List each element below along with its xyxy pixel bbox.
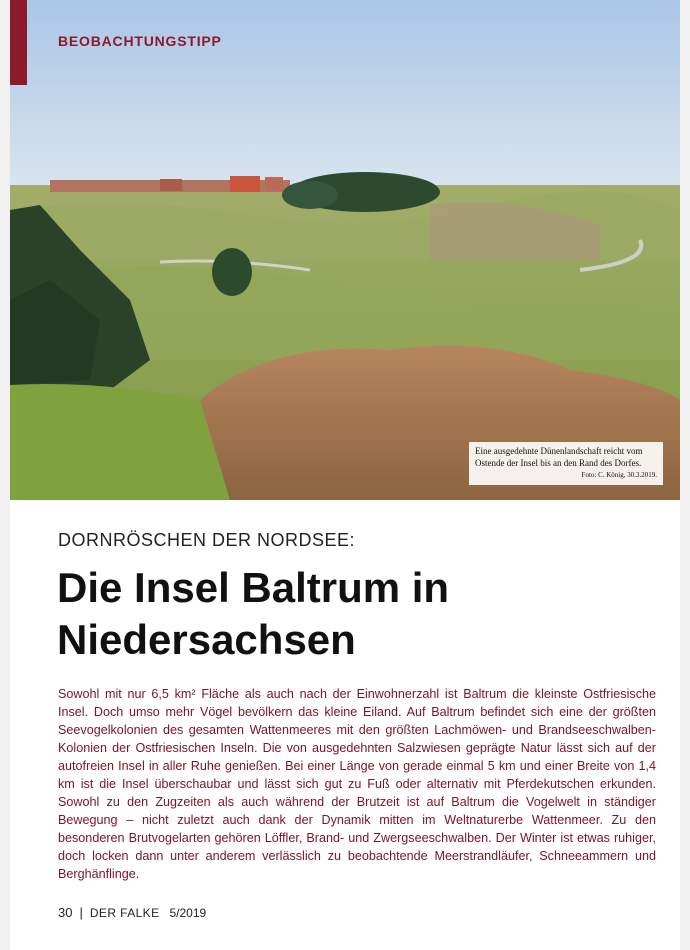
page-footer	[58, 905, 206, 920]
magazine-page	[10, 0, 680, 950]
footer-separator: |	[79, 905, 83, 920]
page-number: 30	[58, 905, 73, 920]
issue-number: 5/2019	[169, 906, 207, 920]
photo-credit: Foto: C. König, 30.3.2019.	[581, 471, 657, 479]
article-kicker: DORNRÖSCHEN DER NORDSEE:	[58, 530, 356, 550]
article-body: Sowohl mit nur 6,5 km² Fläche als auch nach der Einwohnerzahl ist Baltrum die kleinste Ostfriesische Insel. Doch umso mehr Vögel bevölkern das kleine Eiland. Auf Baltrum befindet sich eine der größten Seevogelkolonien des gesamten Wattenmeeres mit den größten Lachmöwen- und Brandseeschwalben-Kolonien der Ostfriesischen Inseln. Die von ausgedehnten Salzwiesen geprägte Natur lässt sich auf der autofreien Insel in aller Ruhe genießen. Bei einer Länge von gerade einmal 5 km und einer Breite von 1,4 km ist die Insel überschaubar und lässt sich gut zu Fuß oder alternativ mit Pferdekutschen erkunden. Sowohl zu den Zugzeiten als auch während der Brutzeit ist auf Baltrum die Vogelwelt in ständiger Bewegung – nicht zuletzt auch dank der Dynamik mitten im Weltnaturerbe Wattenmeer. Zu den besonderen Brutvogelarten gehören Löffler, Brand- und Zwergseeschwalben. Der Winter ist etwas ruhiger, doch locken dann unter anderem verlässlich zu beobachtende Meerstrandläufer, Schneeammern und Berghänflinge.	[58, 687, 656, 881]
section-accent-bar	[10, 0, 27, 85]
magazine-name: DER FALKE	[89, 906, 160, 920]
dune-landscape-photo	[10, 0, 680, 500]
caption-text: Eine ausgedehnte Dünenlandschaft reicht vom Ostende der Insel bis an den Rand des Dorfes.	[475, 446, 643, 468]
photo-caption	[469, 442, 663, 485]
article-headline: Die Insel Baltrum in Niedersachsen	[57, 564, 450, 663]
section-label: BEOBACHTUNGSTIPP	[58, 33, 222, 49]
